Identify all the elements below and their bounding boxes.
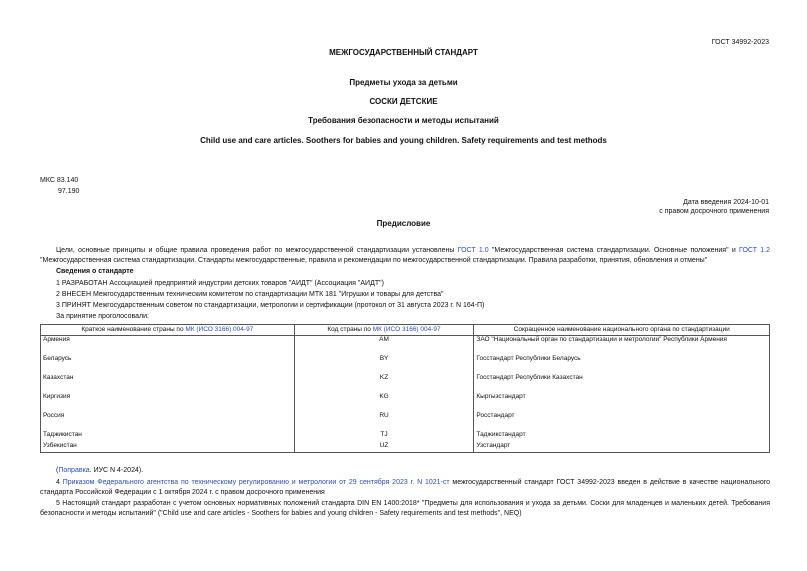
mks-code-2: 97.190 bbox=[58, 188, 80, 195]
intro-date-line2: с правом досрочного применения bbox=[659, 208, 769, 215]
info-item-5: 5 Настоящий стандарт разработан с учетом основных нормативных положений стандарта DIN EN 1400:2018* "Предметы для использования и ухода за детьми. Соски для младенцев и маленьких детей. Требования безопасности и методы испытаний" ("Child use and care articles - Soothers for babies and young children - Safety requirements and test methods", NEQ) bbox=[40, 500, 770, 517]
order-link[interactable]: Приказом Федерального агентства по техническому регулированию и метрологии от 29 сентября 2023 г. N 1021-ст bbox=[62, 479, 450, 486]
table-header-row bbox=[41, 325, 770, 336]
code-cell: BY bbox=[294, 355, 474, 374]
code-cell: AM bbox=[294, 336, 474, 355]
country-cell: Киргизия bbox=[41, 393, 295, 412]
country-cell: Таджикистан bbox=[41, 431, 295, 442]
mk-iso-link-2[interactable]: МК (ИСО 3166) 004-97 bbox=[372, 326, 441, 333]
country-cell: Казахстан bbox=[41, 374, 295, 393]
foreword-paragraph bbox=[40, 246, 770, 266]
p1-text-a: Цели, основные принципы и общие правила проведения работ по межгосударственной стандартизации установлены bbox=[56, 247, 458, 254]
amendment-note: (Поправка. ИУС N 4-2024). bbox=[56, 467, 144, 474]
country-cell: Беларусь bbox=[41, 355, 295, 374]
info-heading: Сведения о стандарте bbox=[56, 268, 134, 275]
col-country-header: Краткое наименование страны по МК (ИСО 3166) 004-97 bbox=[41, 325, 295, 336]
table-row bbox=[41, 442, 770, 453]
info-item-3: 3 ПРИНЯТ Межгосударственным советом по стандартизации, метрологии и сертификации (протокол от 31 августа 2023 г. N 164-П) bbox=[56, 302, 485, 309]
code-cell: KG bbox=[294, 393, 474, 412]
gost-1-0-link[interactable]: ГОСТ 1.0 bbox=[457, 247, 489, 254]
table-row bbox=[41, 431, 770, 442]
code-cell: RU bbox=[294, 412, 474, 431]
p1-text-b: "Межгосударственная система стандартизации. Основные положения" и bbox=[488, 247, 740, 254]
title-line3: Требования безопасности и методы испытаний bbox=[308, 116, 499, 125]
body-cell: Госстандарт Республики Беларусь bbox=[474, 355, 770, 374]
code-cell: KZ bbox=[294, 374, 474, 393]
table-row bbox=[41, 412, 770, 431]
mk-iso-link-1[interactable]: МК (ИСО 3166) 004-97 bbox=[185, 326, 254, 333]
intro-date bbox=[659, 198, 769, 216]
mks-code-1: МКС 83.140 bbox=[40, 177, 79, 184]
gost-code: ГОСТ 34992-2023 bbox=[711, 39, 769, 46]
body-cell: Кыргызстандарт bbox=[474, 393, 770, 412]
table-row bbox=[41, 355, 770, 374]
info-item-4: 4 Приказом Федерального агентства по техническому регулированию и метрологии от 29 сентября 2023 г. N 1021-ст межгосударственный стандарт ГОСТ 34992-2023 введен в действие в качестве национального стандарта Российской Федерации с 1 октября 2024 г. с правом досрочного применения bbox=[40, 479, 771, 496]
table-row bbox=[41, 374, 770, 393]
foreword-heading: Предисловие bbox=[376, 219, 431, 228]
title-en: Child use and care articles. Soothers for babies and young children. Safety requirements and test methods bbox=[200, 136, 607, 145]
col-body-header: Сокращенное наименование национального органа по стандартизации bbox=[474, 325, 770, 336]
body-cell: Узстандарт bbox=[474, 442, 770, 453]
body-cell: ЗАО "Национальный орган по стандартизации и метрологии" Республики Армения bbox=[474, 336, 770, 355]
table-row bbox=[41, 336, 770, 355]
body-cell: Росстандарт bbox=[474, 412, 770, 431]
gost-1-2-link[interactable]: ГОСТ 1.2 bbox=[739, 247, 770, 254]
country-cell: Россия bbox=[41, 412, 295, 431]
body-cell: Госстандарт Республики Казахстан bbox=[474, 374, 770, 393]
country-cell: Узбекистан bbox=[41, 442, 295, 453]
country-cell: Армения bbox=[41, 336, 295, 355]
body-cell: Таджикстандарт bbox=[474, 431, 770, 442]
voting-countries-table bbox=[40, 324, 770, 453]
amendment-link[interactable]: Поправка bbox=[58, 467, 90, 474]
table-row bbox=[41, 393, 770, 412]
code-cell: UZ bbox=[294, 442, 474, 453]
voted-label: За принятие проголосовали: bbox=[56, 313, 149, 320]
intro-date-line1: Дата введения 2024-10-01 bbox=[683, 199, 769, 206]
code-cell: TJ bbox=[294, 431, 474, 442]
p1-text-c: "Межгосударственная система стандартизации. Стандарты межгосударственные, правила и рекомендации по межгосударственной стандартизации. Правила разработки, принятия, обновления и отмены" bbox=[40, 257, 708, 264]
col-code-header: Код страны по МК (ИСО 3166) 004-97 bbox=[294, 325, 474, 336]
info-item-1: 1 РАЗРАБОТАН Ассоциацией предприятий индустрии детских товаров "АИДТ" (Ассоциация "АИДТ") bbox=[56, 280, 384, 287]
doc-type: МЕЖГОСУДАРСТВЕННЫЙ СТАНДАРТ bbox=[329, 48, 478, 57]
info-item-2: 2 ВНЕСЕН Межгосударственным техническим комитетом по стандартизации МТК 181 "Игрушки и товары для детства" bbox=[56, 291, 444, 298]
title-line1: Предметы ухода за детьми bbox=[349, 78, 458, 87]
title-line2: СОСКИ ДЕТСКИЕ bbox=[369, 97, 438, 106]
